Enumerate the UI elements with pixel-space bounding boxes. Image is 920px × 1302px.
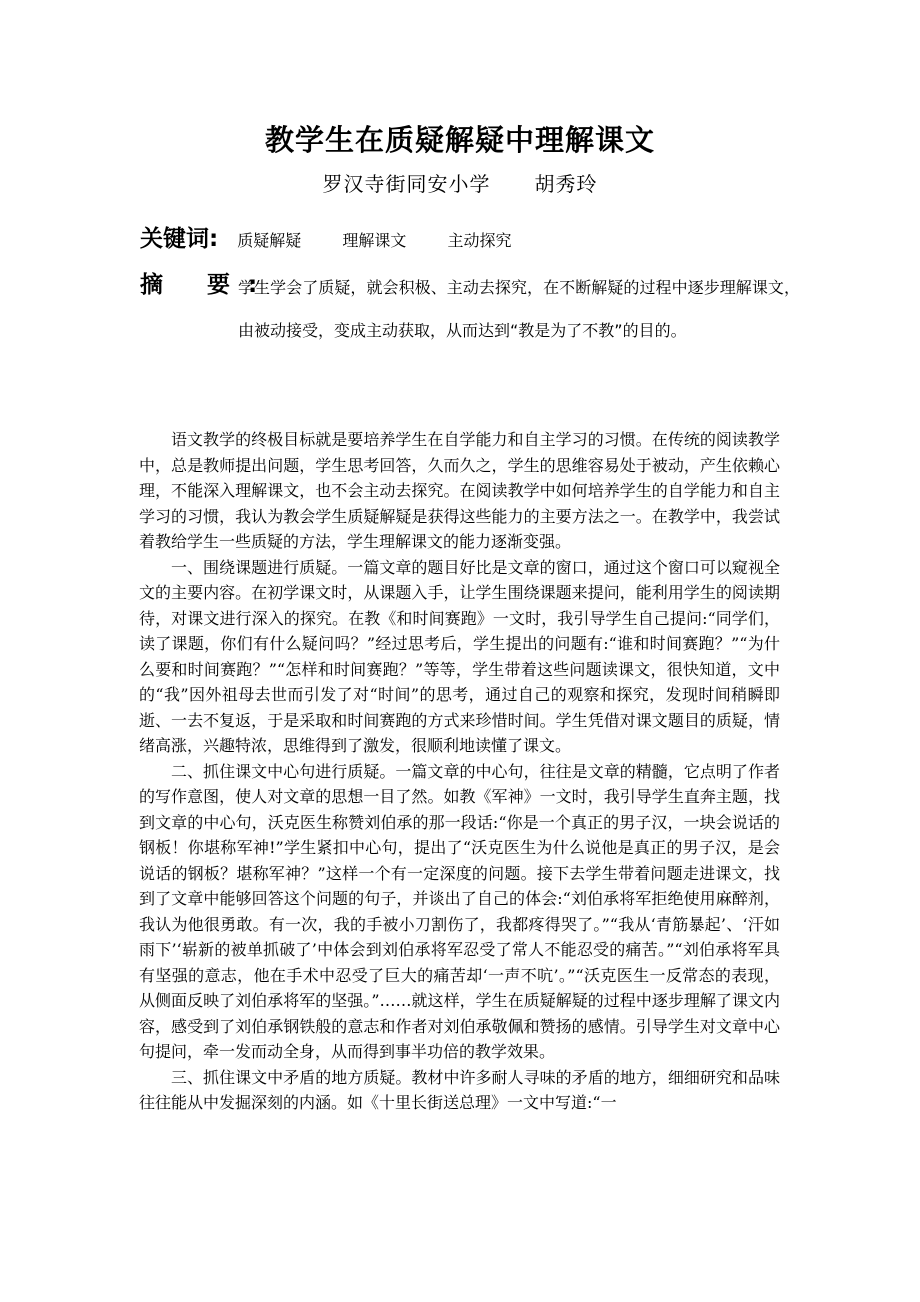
keyword-term: 质疑解疑 [237, 231, 302, 250]
keyword-term: 理解课文 [342, 231, 407, 250]
abstract-label: 摘 要: [140, 272, 276, 298]
document-title: 教学生在质疑解疑中理解课文 [264, 123, 655, 157]
keywords-label: 关键词: [140, 226, 219, 252]
body-paragraph: 二、抓住课文中心句进行质疑。一篇文章的中心句，往往是文章的精髓，它点明了作者的写作意图，使人对文章的思想一目了然。如教《军神》一文时，我引导学生直奔主题，找到文章的中心句，沃克医生称赞刘伯承的那一段话:“你是一个真正的男子汉，一块会说话的钢板！你堪称军神!”学生紧扣中心句，提出了“沃克医生为什么说他是真正的男子汉，是会说话的钢板？堪称军神？”这样一个有一定深度的问题。接下去学生带着问题走进课文，找到了文章中能够回答这个问题的句子，并谈出了自己的体会:“刘伯承将军拒绝使用麻醉剂，我认为他很勇敢。有一次，我的手被小刀割伤了，我都疼得哭了。”“我从‘青筋暴起’、‘汗如雨下’‘崭新的被单抓破了’中体会到刘伯承将军忍受了常人不能忍受的痛苦。”“刘伯承将军具有坚强的意志，他在手术中忍受了巨大的痛苦却‘一声不吭’。”“沃克医生一反常态的表现，从侧面反映了刘伯承将军的坚强。”……就这样，学生在质疑解疑的过程中逐步理解了课文内容，感受到了刘伯承钢铁般的意志和作者对刘伯承敬佩和赞扬的感情。引导学生对文章中心句提问，牵一发而动全身，从而得到事半功倍的教学效果。 [139, 761, 780, 1061]
author-name: 胡秀玲 [534, 172, 598, 196]
keywords-section [140, 220, 548, 253]
school-name: 罗汉寺街同安小学 [322, 172, 491, 196]
body-paragraph: 三、抓住课文中矛盾的地方质疑。教材中许多耐人寻味的矛盾的地方，细细研究和品味往往能从中发掘深刻的内涵。如《十里长街送总理》一文中写道:“一 [139, 1067, 780, 1112]
body-text [139, 427, 780, 1116]
keyword-term: 主动探究 [447, 231, 512, 250]
abstract-section [140, 266, 800, 352]
abstract-text: 学生学会了质疑，就会积极、主动去探究，在不断解疑的过程中逐步理解课文，由被动接受，变成主动获取，从而达到“教是为了不教”的目的。 [238, 278, 800, 340]
body-paragraph: 语文教学的终极目标就是要培养学生在自学能力和自主学习的习惯。在传统的阅读教学中，总是教师提出问题，学生思考回答，久而久之，学生的思维容易处于被动，产生依赖心理，不能深入理解课文，也不会主动去探究。在阅读教学中如何培养学生的自学能力和自主学习的习惯，我认为教会学生质疑解疑是获得这些能力的主要方法之一。在教学中，我尝试着教给学生一些质疑的方法，学生理解课文的能力逐渐变强。 [139, 430, 780, 551]
byline [0, 168, 920, 197]
body-paragraph: 一、围绕课题进行质疑。一篇文章的题目好比是文章的窗口，通过这个窗口可以窥视全文的主要内容。在初学课文时，从课题入手，让学生围绕课题来提问，能利用学生的阅读期待，对课文进行深入的探究。在教《和时间赛跑》一文时，我引导学生自己提问:“同学们，读了课题，你们有什么疑问吗？”经过思考后，学生提出的问题有:“谁和时间赛跑？”“为什么要和时间赛跑？”“怎样和时间赛跑？”等等，学生带着这些问题读课文，很快知道，文中的“我”因外祖母去世而引发了对“时间”的思考，通过自己的观察和探究，发现时间稍瞬即逝、一去不复返，于是采取和时间赛跑的方式来珍惜时间。学生凭借对课文题目的质疑，情绪高涨，兴趣特浓，思维得到了激发，很顺利地读懂了课文。 [139, 557, 780, 755]
